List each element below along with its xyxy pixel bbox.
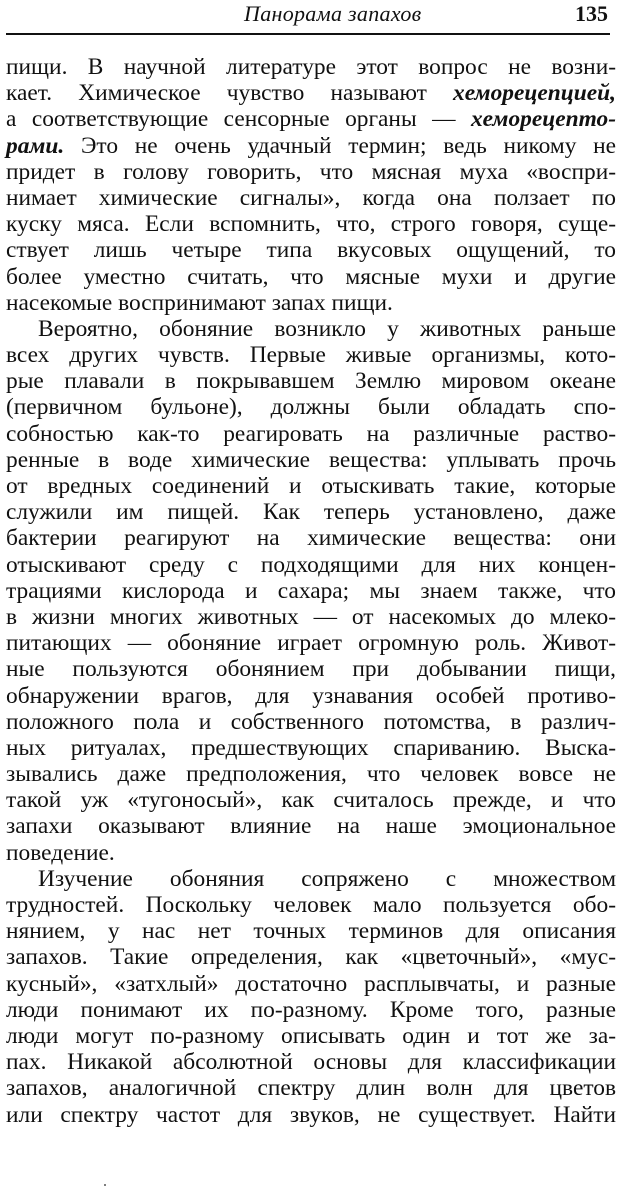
text-line: Изучение обоняния сопряжено с множеством [38, 865, 616, 892]
text-line: (первичном бульоне), должны были обладать спо- [6, 394, 616, 421]
text-line: насекомые воспринимают запах пищи. [6, 289, 393, 316]
emphasized-term: рами. [6, 132, 65, 159]
text-line: обнаружении врагов, для узнавания особей противо- [6, 682, 616, 709]
text-line: служили им пищей. Как теперь установлено, даже [6, 499, 616, 526]
text-line: запахов. Такие определения, как «цветочный», «мус- [6, 944, 616, 971]
text-line: люди могут по-разному описывать один и тот же за- [6, 1022, 616, 1049]
text-line: куску мяса. Если вспомнить, что, строго говоря, суще- [6, 211, 616, 238]
text-line: пах. Никакой абсолютной основы для классификации [6, 1049, 616, 1076]
text-line: или спектру частот для звуков, не существует. Найти [6, 1101, 616, 1128]
emphasized-term: хеморецепто- [470, 106, 616, 133]
text-line: трудностей. Поскольку человек мало пользуется обо- [6, 892, 616, 918]
text-line: отыскивают среду с подходящими для них концен- [6, 551, 616, 578]
text-line: питающих — обоняние играет огромную роль. Живот- [6, 630, 616, 657]
text-line: кусный», «затхлый» достаточно расплывчаты, и разные [6, 970, 616, 997]
text-run: кает. Химическое чувство называют [6, 80, 454, 107]
page-number: 135 [575, 1, 608, 26]
text-run: а соответствующие сенсорные органы — [6, 106, 471, 133]
running-title: Панорама запахов [244, 1, 422, 26]
text-line: бактерии реагируют на химические вещества: они [6, 525, 616, 552]
text-line: придет в голову говорить, что мясная муха «воспри- [6, 158, 616, 185]
text-line [6, 80, 616, 106]
text-line: поведение. [6, 839, 115, 866]
text-line: всех других чувств. Первые живые организмы, кото- [6, 342, 616, 369]
running-header [0, 0, 620, 36]
text-line: ствует лишь четыре типа вкусовых ощущений, то [6, 237, 616, 264]
text-line: ренные в воде химические вещества: уплывать прочь [6, 446, 616, 473]
text-line: нянием, у нас нет точных терминов для описания [6, 918, 616, 945]
emphasized-term: хеморецепцией, [453, 80, 616, 107]
text-line [6, 133, 616, 159]
header-rule [6, 33, 610, 35]
text-line: зывались даже предположения, что человек вовсе не [6, 761, 616, 788]
text-line: более уместно считать, что мясные мухи и другие [6, 263, 616, 290]
text-line: собностью как-то реагировать на различные раство- [6, 420, 616, 447]
text-line: нимает химические сигналы», когда она ползает по [6, 184, 616, 211]
body-text [6, 54, 616, 1128]
text-line: такой уж «тугоносый», как считалось прежде, и что [6, 787, 616, 814]
text-line: трациями кислорода и сахара; мы знаем также, что [6, 577, 616, 604]
text-line: люди понимают их по-разному. Кроме того, разные [6, 996, 616, 1023]
text-run: Это не очень удачный термин; ведь никому не [64, 132, 616, 159]
text-line: запахов, аналогичной спектру длин волн для цветов [6, 1075, 616, 1102]
text-line: запахи оказывают влияние на наше эмоциональное [6, 813, 616, 840]
text-line: ные пользуются обонянием при добывании пищи, [6, 656, 616, 683]
text-line: ных ритуалах, предшествующих спариванию. Выска- [6, 734, 616, 761]
print-speck [104, 1184, 106, 1186]
text-line: Вероятно, обоняние возникло у животных раньше [38, 315, 616, 342]
text-line: от вредных соединений и отыскивать такие, которые [6, 473, 616, 499]
text-line [6, 106, 616, 132]
text-line: положного пола и собственного потомства, в различ- [6, 708, 616, 735]
text-line: в жизни многих животных — от насекомых до млеко- [6, 603, 616, 630]
text-line: пищи. В научной литературе этот вопрос не возни- [6, 54, 616, 80]
text-line: рые плавали в покрывавшем Землю мировом океане [6, 368, 616, 395]
